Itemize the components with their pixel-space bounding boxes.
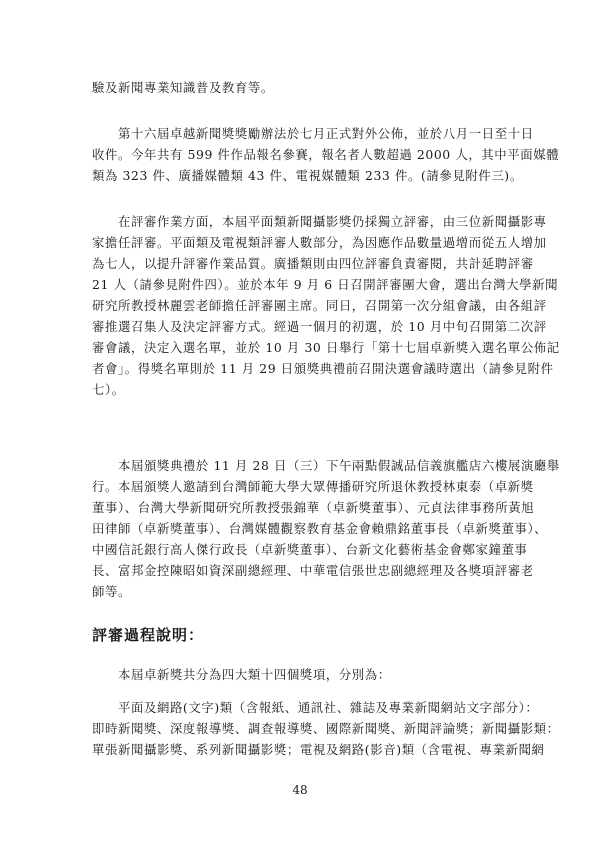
paragraph-intro-end: [92, 77, 518, 98]
text-line: 董事）、台灣大學新聞研究所教授張錦華（卓新獎董事）、元貞法律事務所黃旭: [92, 500, 535, 515]
paragraph-award-rules: [92, 123, 560, 186]
text-line: 收件。今年共有 599 件作品報名參賽，報名者人數超過 2000 人，其中平面媒體: [92, 147, 560, 162]
text-line: 即時新聞獎、深度報導獎、調查報導獎、國際新聞獎、新聞評論獎；新聞攝影類：: [92, 721, 560, 736]
text-line: 在評審作業方面，本屆平面類新聞攝影獎仍採獨立評審，由三位新聞攝影專: [92, 214, 547, 229]
text-line: 研究所教授林麗雲老師擔任評審團主席。同日，召開第一次分組會議，由各組評: [92, 298, 547, 313]
text-line: 平面及網路(文字)類（含報紙、通訊社、雜誌及專業新聞網站文字部分）：: [92, 700, 539, 715]
text-line: 第十六屆卓越新聞獎獎勵辦法於七月正式對外公佈，並於八月一日至十日: [92, 126, 534, 141]
text-line: 類為 323 件、廣播媒體類 43 件、電視媒體類 233 件。(請參見附件三)。: [92, 168, 523, 183]
text-line: 田律師（卓新獎董事）、台灣媒體觀察教育基金會賴鼎銘董事長（卓新獎董事）、: [92, 521, 548, 536]
text-line: 單張新聞攝影獎、系列新聞攝影獎；電視及網路(影音)類（含電視、專業新聞網: [92, 742, 545, 757]
paragraph-ceremony: [92, 455, 560, 602]
text-line: 者會」。得獎名單則於 11 月 29 日頒獎典禮前召開決選會議時選出（請參見附件: [92, 361, 554, 376]
text-line: 審推選召集人及決定評審方式。經過一個月的初選，於 10 月中旬召開第二次評: [92, 319, 547, 334]
text-line: 長、富邦金控陳昭如資深副總經理、中華電信張世忠副總經理及各獎項評審老: [92, 563, 534, 578]
text-line: 七）。: [92, 382, 125, 397]
paragraph-judging-process: [92, 211, 560, 400]
text-line: 為七人，以提升評審作業品質。廣播類則由四位評審負責審閱，共計延聘評審: [92, 256, 534, 271]
page-number: 48: [292, 783, 308, 797]
section-heading: 評審過程說明：: [92, 626, 205, 644]
text-line: 師等。: [92, 584, 131, 599]
text-line: 行。本屆頒獎人邀請到台灣師範大學大眾傳播研究所退休教授林東泰（卓新獎: [92, 479, 534, 494]
text-line: 21 人（請參見附件四）。並於本年 9 月 6 日召開評審團大會，選出台灣大學新聞: [92, 277, 559, 292]
text-line: 本屆卓新獎共分為四大類十四個獎項，分別為：: [92, 667, 391, 682]
text-line: 中國信託銀行高人傑行政長（卓新獎董事）、台新文化藝術基金會鄭家鐘董事: [92, 542, 528, 557]
text-line: 驗及新聞專業知識普及教育等。: [92, 80, 274, 95]
paragraph-categories-intro: [92, 664, 518, 685]
paragraph-categories-list: [92, 697, 560, 760]
text-line: 本屆頒獎典禮於 11 月 28 日（三）下午兩點假誠品信義旗艦店六樓展演廳舉: [92, 458, 560, 473]
text-line: 審會議，決定入選名單，並於 10 月 30 日舉行「第十七屆卓新獎入選名單公佈記: [92, 340, 560, 355]
text-line: 家擔任評審。平面類及電視類評審人數部分，為因應作品數量過增而從五人增加: [92, 235, 547, 250]
